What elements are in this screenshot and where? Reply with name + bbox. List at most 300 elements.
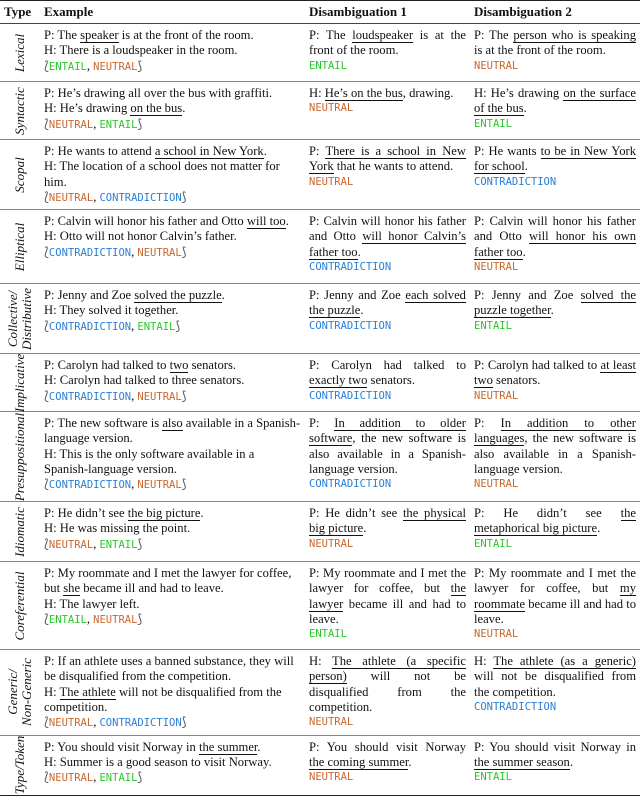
text-span: P: My roommate and I met the lawyer for coffee, but: [44, 566, 292, 596]
type-label-line: Non-Generic: [19, 658, 34, 727]
text-span: .: [200, 506, 204, 521]
text-line: [44, 28, 301, 43]
disambiguation-1-cell: [305, 140, 470, 210]
text-line: [474, 358, 636, 389]
text-line: [44, 229, 301, 244]
text-line: [309, 214, 466, 260]
underlined-span: at least two: [474, 358, 636, 388]
disambiguation-1-cell: [305, 82, 470, 140]
underlined-span: on the bus: [130, 101, 183, 116]
text-span: P: Calvin will honor his father and Otto: [44, 214, 247, 229]
type-label: [13, 571, 27, 640]
disambiguation-2-cell: [470, 650, 640, 735]
text-line: [44, 447, 301, 478]
example-cell: [40, 502, 305, 562]
underlined-span: a school in New York: [154, 144, 264, 158]
text-span: H: Summer is a good season to visit Norway.: [44, 754, 272, 769]
header-disambiguation-2: Disambiguation 2: [470, 1, 640, 24]
disambiguation-1-cell: [305, 650, 470, 735]
table-row: [0, 412, 640, 502]
nli-label: ENTAIL: [48, 60, 87, 73]
disambiguation-2-cell: [470, 24, 640, 82]
text-line: [309, 654, 466, 715]
label-pair: [44, 612, 301, 628]
table-row: [0, 140, 640, 210]
nli-label: ENTAIL: [474, 319, 512, 332]
text-span: P: Calvin will honor his father and Otto: [309, 214, 466, 244]
text-line: [474, 416, 636, 477]
nli-label: NEUTRAL: [474, 478, 519, 491]
text-span: H:: [309, 86, 325, 100]
nli-label: NEUTRAL: [309, 102, 354, 115]
text-line: [474, 740, 636, 771]
type-label: [13, 507, 27, 557]
underlined-span: each solved the puzzle: [309, 288, 466, 318]
underlined-span: the metaphorical big picture: [474, 506, 636, 536]
nli-label: ENTAIL: [309, 59, 347, 72]
text-span: H: This is the only software available in a Spanish-language version.: [44, 446, 255, 477]
underlined-span: will honor Calvin’s father too: [309, 229, 466, 259]
label-pair: [44, 477, 301, 493]
text-line: [474, 654, 636, 700]
text-span: , drawing.: [402, 86, 454, 100]
underlined-span: on the surface of the bus: [474, 86, 636, 116]
text-span: P: Carolyn had talked to: [44, 358, 170, 373]
disambiguation-1-cell: [305, 284, 470, 354]
text-span: available in a Spanish-language version.: [44, 416, 301, 446]
text-span: P:: [309, 144, 326, 158]
text-line: [44, 144, 301, 159]
text-span: P: Carolyn had talked to: [309, 358, 466, 373]
nli-label: NEUTRAL: [309, 716, 354, 729]
text-line: [309, 506, 466, 537]
text-line: [44, 654, 301, 685]
text-span: P: He didn’t see: [309, 506, 403, 521]
example-cell: [40, 735, 305, 795]
text-span: that he wants to attend.: [333, 159, 454, 174]
underlined-span: the physical big picture: [309, 506, 466, 536]
label-pair: [44, 117, 301, 133]
example-cell: [40, 412, 305, 502]
nli-label: NEUTRAL: [137, 479, 182, 492]
nli-label: CONTRADICTION: [48, 390, 132, 403]
nli-label: NEUTRAL: [137, 246, 182, 259]
type-label: [13, 353, 27, 411]
text-line: [309, 358, 466, 389]
underlined-span: He’s on the bus: [324, 86, 403, 100]
example-cell: [40, 354, 305, 412]
underlined-span: the lawyer: [309, 581, 466, 611]
nli-label: ENTAIL: [137, 320, 176, 333]
text-span: P:: [474, 416, 501, 431]
nli-label: ENTAIL: [99, 538, 138, 551]
nli-label: CONTRADICTION: [309, 319, 392, 332]
text-span: P: Jenny and Zoe: [309, 288, 406, 303]
text-span: , the new software is also available in a Spanish-language version.: [474, 431, 636, 477]
comma: ,: [93, 770, 100, 785]
type-label: [13, 157, 27, 192]
type-label-line: Elliptical: [12, 222, 27, 271]
underlined-span: will too: [246, 214, 286, 229]
text-span: senators.: [188, 358, 237, 373]
type-cell: [0, 210, 40, 284]
nli-label: NEUTRAL: [309, 175, 354, 188]
text-line: [309, 86, 466, 101]
header-type: Type: [0, 1, 40, 24]
text-span: P: You should visit Norway in: [44, 739, 199, 754]
text-span: P: He didn’t see: [44, 506, 128, 521]
text-span: will not be disqualified from the competition.: [309, 669, 466, 715]
text-line: [44, 101, 301, 116]
underlined-span: two: [169, 358, 189, 373]
type-label: [13, 736, 27, 795]
type-cell: [0, 650, 40, 735]
nli-label: NEUTRAL: [48, 772, 94, 785]
text-span: P: You should visit Norway: [309, 739, 466, 754]
table-row: [0, 735, 640, 795]
text-span: .: [569, 754, 573, 769]
underlined-span: speaker: [80, 28, 119, 42]
text-line: [44, 358, 301, 373]
text-span: P: The new software is: [44, 416, 163, 431]
nli-label: CONTRADICTION: [309, 389, 392, 402]
disambiguation-2-cell: [470, 562, 640, 650]
text-line: [44, 373, 301, 388]
text-span: P: Jenny and Zoe: [474, 288, 581, 303]
type-label-line: Presuppositional: [12, 412, 27, 501]
text-span: H: They solved it together.: [44, 303, 179, 318]
underlined-span: There is a school in New York: [309, 144, 466, 174]
underlined-span: solved the puzzle together: [474, 288, 636, 318]
type-label: [6, 658, 34, 726]
underlined-span: will honor his own father too: [474, 229, 636, 259]
text-line: [44, 597, 301, 612]
nli-label: NEUTRAL: [474, 261, 519, 274]
text-span: senators.: [492, 373, 541, 388]
nli-label: CONTRADICTION: [474, 175, 557, 188]
nli-label: NEUTRAL: [137, 390, 182, 403]
text-span: H: There is a loudspeaker in the room.: [44, 43, 238, 58]
underlined-span: the big picture: [127, 506, 201, 521]
disambiguation-2-cell: [470, 354, 640, 412]
nli-label: CONTRADICTION: [309, 478, 392, 491]
text-span: P: The: [309, 28, 353, 42]
nli-label: CONTRADICTION: [474, 701, 557, 714]
text-span: .: [263, 144, 267, 158]
type-label-line: Scopal: [12, 156, 27, 193]
disambiguation-1-cell: [305, 210, 470, 284]
example-cell: [40, 24, 305, 82]
text-span: will not be disqualified from the competition.: [474, 669, 636, 699]
text-line: [474, 288, 636, 319]
text-span: .: [182, 101, 186, 116]
text-span: .: [523, 101, 527, 116]
table-row: [0, 650, 640, 735]
text-line: [474, 214, 636, 260]
text-span: .: [285, 214, 289, 229]
text-line: [44, 214, 301, 229]
type-label: [13, 222, 27, 270]
nli-label: CONTRADICTION: [309, 261, 392, 274]
text-span: H: Carolyn had talked to three senators.: [44, 373, 245, 388]
text-line: [309, 28, 466, 59]
type-label-line: Coreferential: [12, 571, 27, 641]
text-line: [44, 288, 301, 303]
text-span: .: [360, 303, 364, 318]
underlined-span: solved the puzzle: [134, 288, 222, 303]
text-span: H: He’s drawing: [474, 86, 564, 100]
comma: ,: [93, 536, 100, 551]
text-line: [44, 755, 301, 770]
type-cell: [0, 354, 40, 412]
text-line: [44, 685, 301, 716]
text-span: .: [363, 521, 367, 536]
text-span: H: The lawyer left.: [44, 596, 140, 611]
text-line: [44, 303, 301, 318]
type-cell: [0, 735, 40, 795]
type-cell: [0, 284, 40, 354]
underlined-span: to be in New York for school: [474, 144, 636, 174]
type-label-line: Collective/: [5, 290, 20, 347]
text-span: P: The: [44, 28, 81, 42]
table-row: [0, 562, 640, 650]
header-disambiguation-1: Disambiguation 1: [305, 1, 470, 24]
label-pair: [44, 770, 301, 786]
nli-label: CONTRADICTION: [48, 479, 132, 492]
text-span: H: He’s drawing: [44, 101, 131, 116]
underlined-span: In addition to older software: [309, 416, 466, 446]
nli-label: ENTAIL: [474, 537, 512, 550]
nli-label: ENTAIL: [474, 771, 512, 784]
disambiguation-2-cell: [470, 210, 640, 284]
disambiguation-2-cell: [470, 140, 640, 210]
type-label: [13, 33, 27, 71]
underlined-span: The athlete: [59, 684, 116, 699]
text-span: .: [524, 159, 528, 174]
example-cell: [40, 284, 305, 354]
header-example: Example: [40, 1, 305, 24]
header-row: [0, 1, 640, 24]
text-span: H: He was missing the point.: [44, 521, 191, 536]
disambiguation-2-cell: [470, 502, 640, 562]
text-span: .: [408, 754, 412, 769]
type-cell: [0, 412, 40, 502]
text-span: is at the front of the room.: [474, 43, 606, 58]
text-span: P: You should visit Norway in: [474, 739, 636, 754]
text-span: , the new software is also available in a Spanish-language version.: [309, 431, 466, 477]
table-body: [0, 24, 640, 796]
example-cell: [40, 140, 305, 210]
underlined-span: the summer: [199, 739, 258, 754]
nli-label: NEUTRAL: [309, 537, 354, 550]
text-span: H:: [309, 654, 333, 669]
disambiguation-1-cell: [305, 502, 470, 562]
text-span: became ill and had to leave.: [80, 581, 224, 596]
text-line: [309, 144, 466, 175]
text-line: [309, 416, 466, 477]
disambiguation-1-cell: [305, 412, 470, 502]
text-line: [309, 566, 466, 627]
nli-label: ENTAIL: [474, 117, 512, 130]
text-line: [474, 144, 636, 175]
type-label: [13, 413, 27, 501]
text-span: .: [550, 303, 554, 318]
example-cell: [40, 650, 305, 735]
disambiguation-1-cell: [305, 735, 470, 795]
nli-label: NEUTRAL: [48, 118, 94, 131]
text-span: P: My roommate and I met the lawyer for coffee, but: [309, 566, 466, 596]
text-span: became ill and had to leave.: [474, 596, 636, 627]
text-span: P: He wants: [474, 144, 541, 158]
text-line: [44, 159, 301, 190]
text-span: P: Carolyn had talked to: [474, 358, 601, 373]
table-row: [0, 210, 640, 284]
example-cell: [40, 562, 305, 650]
underlined-span: the summer season: [474, 754, 570, 769]
nli-label: CONTRADICTION: [48, 320, 132, 333]
text-span: P: Calvin will honor his father and Otto: [474, 214, 636, 244]
nli-label: CONTRADICTION: [99, 717, 182, 730]
underlined-span: In addition to other languages: [474, 416, 636, 446]
text-span: .: [522, 244, 526, 259]
text-span: P: My roommate and I met the lawyer for coffee, but: [474, 566, 636, 596]
disambiguation-2-cell: [470, 735, 640, 795]
disambiguation-2-cell: [470, 284, 640, 354]
text-line: [44, 521, 301, 536]
type-label-line: Lexical: [12, 33, 27, 72]
type-label-line: Idiomatic: [12, 506, 27, 557]
text-span: H: Otto will not honor Calvin’s father.: [44, 229, 237, 244]
text-span: H:: [44, 684, 60, 699]
disambiguation-2-cell: [470, 82, 640, 140]
table-row: [0, 82, 640, 140]
text-span: P: Jenny and Zoe: [44, 288, 135, 303]
text-line: [309, 740, 466, 771]
comma: ,: [93, 715, 100, 730]
text-line: [474, 506, 636, 537]
text-span: P: He’s drawing all over the bus with graffiti.: [44, 86, 273, 100]
nli-label: ENTAIL: [309, 628, 347, 641]
nli-label: ENTAIL: [99, 118, 138, 131]
text-line: [44, 86, 301, 101]
type-label-line: Syntactic: [12, 86, 27, 135]
type-label-line: Generic/: [5, 669, 20, 716]
text-span: .: [597, 521, 601, 536]
nli-label: NEUTRAL: [48, 717, 94, 730]
disambiguation-1-cell: [305, 24, 470, 82]
type-cell: [0, 140, 40, 210]
example-cell: [40, 210, 305, 284]
text-line: [44, 740, 301, 755]
comma: ,: [93, 189, 100, 204]
comma: ,: [131, 318, 138, 333]
comma: ,: [86, 612, 94, 627]
comma: ,: [131, 388, 138, 403]
underlined-span: loudspeaker: [352, 28, 414, 42]
table-row: [0, 502, 640, 562]
comma: ,: [93, 116, 100, 131]
underlined-span: exactly two: [309, 373, 368, 388]
nli-label: NEUTRAL: [93, 614, 138, 627]
nli-label: ENTAIL: [48, 614, 87, 627]
text-span: .: [221, 288, 225, 303]
nli-label: NEUTRAL: [48, 191, 94, 204]
comma: ,: [131, 477, 138, 492]
nli-label: NEUTRAL: [474, 389, 519, 402]
text-span: .: [257, 739, 261, 754]
type-cell: [0, 562, 40, 650]
text-span: senators.: [367, 373, 415, 388]
text-span: P: He wants to attend: [44, 144, 155, 158]
label-pair: [44, 715, 301, 731]
text-line: [474, 86, 636, 117]
example-cell: [40, 82, 305, 140]
underlined-span: The athlete (as a generic): [493, 654, 636, 669]
text-span: P: The: [474, 28, 514, 42]
type-label-line: Implicative: [12, 353, 27, 412]
nli-label: NEUTRAL: [48, 538, 94, 551]
text-span: H: The location of a school does not matter for him.: [44, 159, 280, 189]
text-span: .: [357, 244, 361, 259]
type-cell: [0, 82, 40, 140]
nli-label: NEUTRAL: [93, 60, 138, 73]
nli-label: ENTAIL: [99, 772, 138, 785]
disambiguation-2-cell: [470, 412, 640, 502]
text-line: [474, 566, 636, 627]
text-line: [44, 416, 301, 447]
text-span: P:: [309, 416, 335, 431]
underlined-span: the coming summer: [309, 754, 409, 769]
underlined-span: she: [63, 581, 81, 596]
type-label-line: Distributive: [19, 287, 34, 350]
text-span: P: If an athlete uses a banned substance, they will be disqualified from the competition.: [44, 654, 294, 684]
underlined-span: my roommate: [474, 581, 636, 611]
nli-label: NEUTRAL: [474, 628, 519, 641]
type-label-line: Type/Token: [12, 735, 27, 795]
disambiguation-1-cell: [305, 562, 470, 650]
text-line: [44, 506, 301, 521]
label-pair: [44, 319, 301, 335]
text-span: became ill and had to leave.: [309, 596, 466, 627]
label-pair: [44, 59, 301, 75]
type-label: [6, 288, 34, 350]
label-pair: [44, 245, 301, 261]
type-label: [13, 87, 27, 135]
type-cell: [0, 24, 40, 82]
text-span: will not be disqualified from the competition.: [44, 684, 282, 715]
text-line: [44, 566, 301, 597]
text-line: [474, 28, 636, 59]
nli-label: NEUTRAL: [309, 771, 354, 784]
nli-label: CONTRADICTION: [48, 246, 132, 259]
comma: ,: [86, 58, 94, 73]
table-row: [0, 24, 640, 82]
table-row: [0, 354, 640, 412]
label-pair: [44, 190, 301, 206]
text-span: H:: [474, 654, 494, 669]
label-pair: [44, 537, 301, 553]
nli-label: CONTRADICTION: [99, 191, 182, 204]
type-cell: [0, 502, 40, 562]
comma: ,: [131, 244, 138, 259]
underlined-span: person who is speaking: [513, 28, 636, 42]
text-line: [44, 43, 301, 58]
nli-label: NEUTRAL: [474, 59, 519, 72]
underlined-span: also: [162, 416, 183, 431]
text-span: is at the front of the room.: [118, 28, 254, 42]
text-span: is at the front of the room.: [309, 28, 466, 58]
text-line: [309, 288, 466, 319]
